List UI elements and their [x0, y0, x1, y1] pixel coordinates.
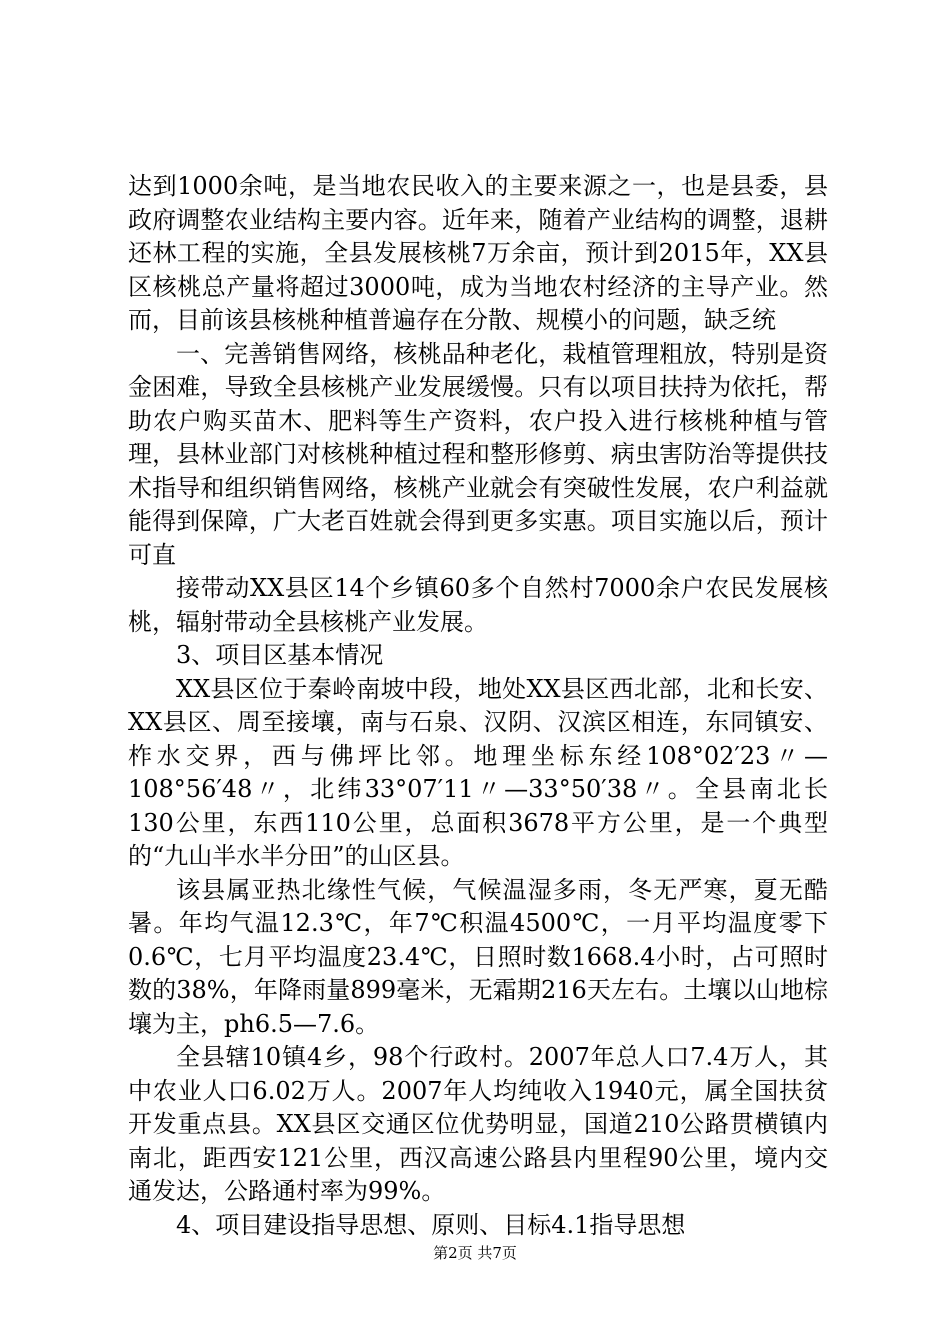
page-number: 第2页 共7页 — [433, 1244, 517, 1262]
section-heading: 3、项目区基本情况 — [176, 641, 384, 669]
section-heading: 4、项目建设指导思想、原则、目标4.1指导思想 — [176, 1210, 686, 1239]
paragraph: 全县辖10镇4乡，98个行政村。2007年总人口7.4万人，其中农业人口6.02万人。2007年人均纯收入1940元，属全国扶贫开发重点县。XX县区交通区位优势明显，国道210公路贯横镇内南北，距西安121公里，西汉高速公路县内里程90公里，境内交通发达，公路通村率为99%。 — [128, 1043, 828, 1205]
page-footer — [0, 1242, 950, 1263]
document-body — [128, 170, 828, 1242]
paragraph: 一、完善销售网络，核桃品种老化，栽植管理粗放，特别是资金困难，导致全县核桃产业发展缓慢。只有以项目扶持为依托，帮助农户购买苗木、肥料等生产资料，农户投入进行核桃种植与管理，县林业部门对核桃种植过程和整形修剪、病虫害防治等提供技术指导和组织销售网络，核桃产业就会有突破性发展，农户利益就能得到保障，广大老百姓就会得到更多实惠。项目实施以后，预计可直 — [128, 339, 828, 569]
paragraph: XX县区位于秦岭南坡中段，地处XX县区西北部，北和长安、XX县区、周至接壤，南与石泉、汉阴、汉滨区相连，东同镇安、柞水交界，西与佛坪比邻。地理坐标东经108°02′23〃—108°56′48〃，北纬33°07′11〃—33°50′38〃。全县南北长130公里，东西110公里，总面积3678平方公里，是一个典型的“九山半水半分田”的山区县。 — [128, 674, 828, 870]
paragraph: 该县属亚热北缘性气候，气候温湿多雨，冬无严寒，夏无酷暑。年均气温12.3℃，年7℃积温4500℃，一月平均温度零下0.6℃，七月平均温度23.4℃，日照时数1668.4小时，占可照时数的38%，年降雨量899毫米，无霜期216天左右。土壤以山地棕壤为主，ph6.5—7.6。 — [128, 875, 828, 1038]
paragraph: 接带动XX县区14个乡镇60多个自然村7000余户农民发展核桃，辐射带动全县核桃产业发展。 — [128, 574, 828, 636]
paragraph: 达到1000余吨，是当地农民收入的主要来源之一，也是县委，县政府调整农业结构主要内容。近年来，随着产业结构的调整，退耕还林工程的实施，全县发展核桃7万余亩，预计到2015年，XX县区核桃总产量将超过3000吨，成为当地农村经济的主导产业。然而，目前该县核桃种植普遍存在分散、规模小的问题，缺乏统 — [128, 172, 828, 334]
